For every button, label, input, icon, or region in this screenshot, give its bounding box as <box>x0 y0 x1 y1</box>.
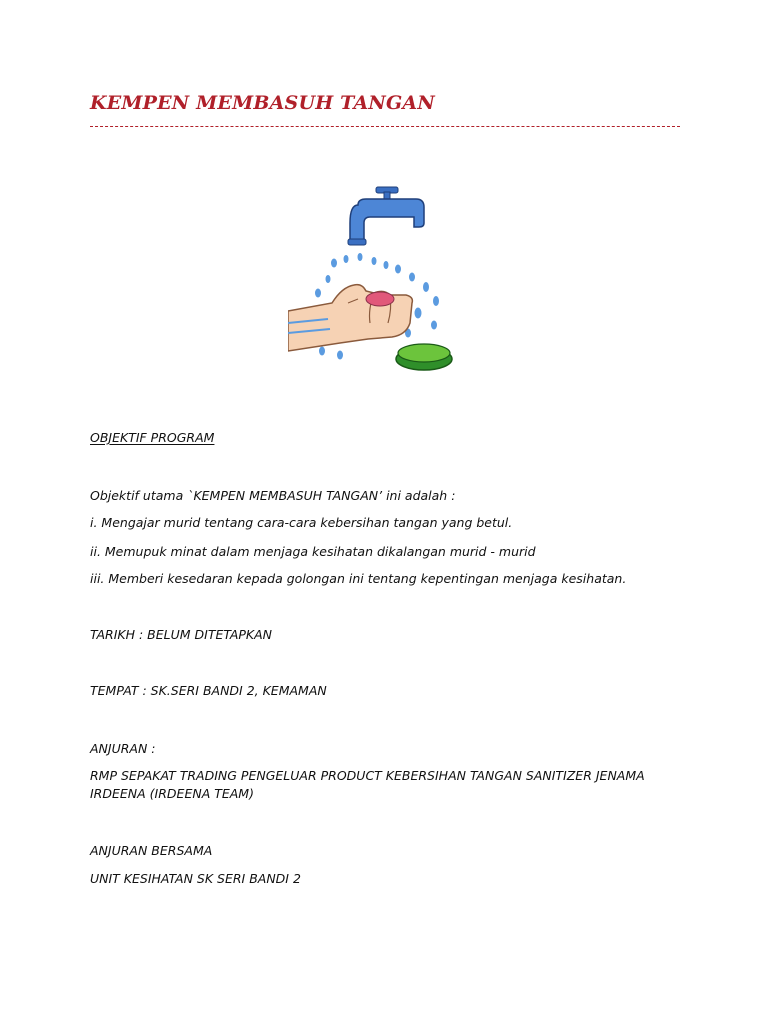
objective-item: i. Mengajar murid tentang cara-cara kebersihan tangan yang betul. <box>90 515 513 530</box>
venue-line: TEMPAT : SK.SERI BANDI 2, KEMAMAN <box>90 683 327 698</box>
co-organizer-label: ANJURAN BERSAMA <box>90 843 213 858</box>
objective-heading: OBJEKTIF PROGRAM <box>90 430 215 445</box>
objective-item: iii. Memberi kesedaran kepada golongan ini tentang kepentingan menjaga kesihatan. <box>90 571 627 586</box>
organizer-value: RMP SEPAKAT TRADING PENGELUAR PRODUCT KEBERSIHAN TANGAN SANITIZER JENAMA IRDEENA (IRDEENA TEAM) <box>90 768 645 801</box>
organizer-label: ANJURAN : <box>90 741 156 756</box>
objective-item: ii. Memupuk minat dalam menjaga kesihatan dikalangan murid - murid <box>90 544 536 559</box>
document-title: KEMPEN MEMBASUH TANGAN <box>90 92 435 114</box>
handwashing-tap-soap-icon <box>288 183 478 378</box>
co-organizer-value: UNIT KESIHATAN SK SERI BANDI 2 <box>90 871 301 886</box>
title-divider <box>90 126 680 127</box>
objective-intro: Objektif utama `KEMPEN MEMBASUH TANGAN’ ini adalah : <box>90 488 456 503</box>
date-line: TARIKH : BELUM DITETAPKAN <box>90 627 273 642</box>
